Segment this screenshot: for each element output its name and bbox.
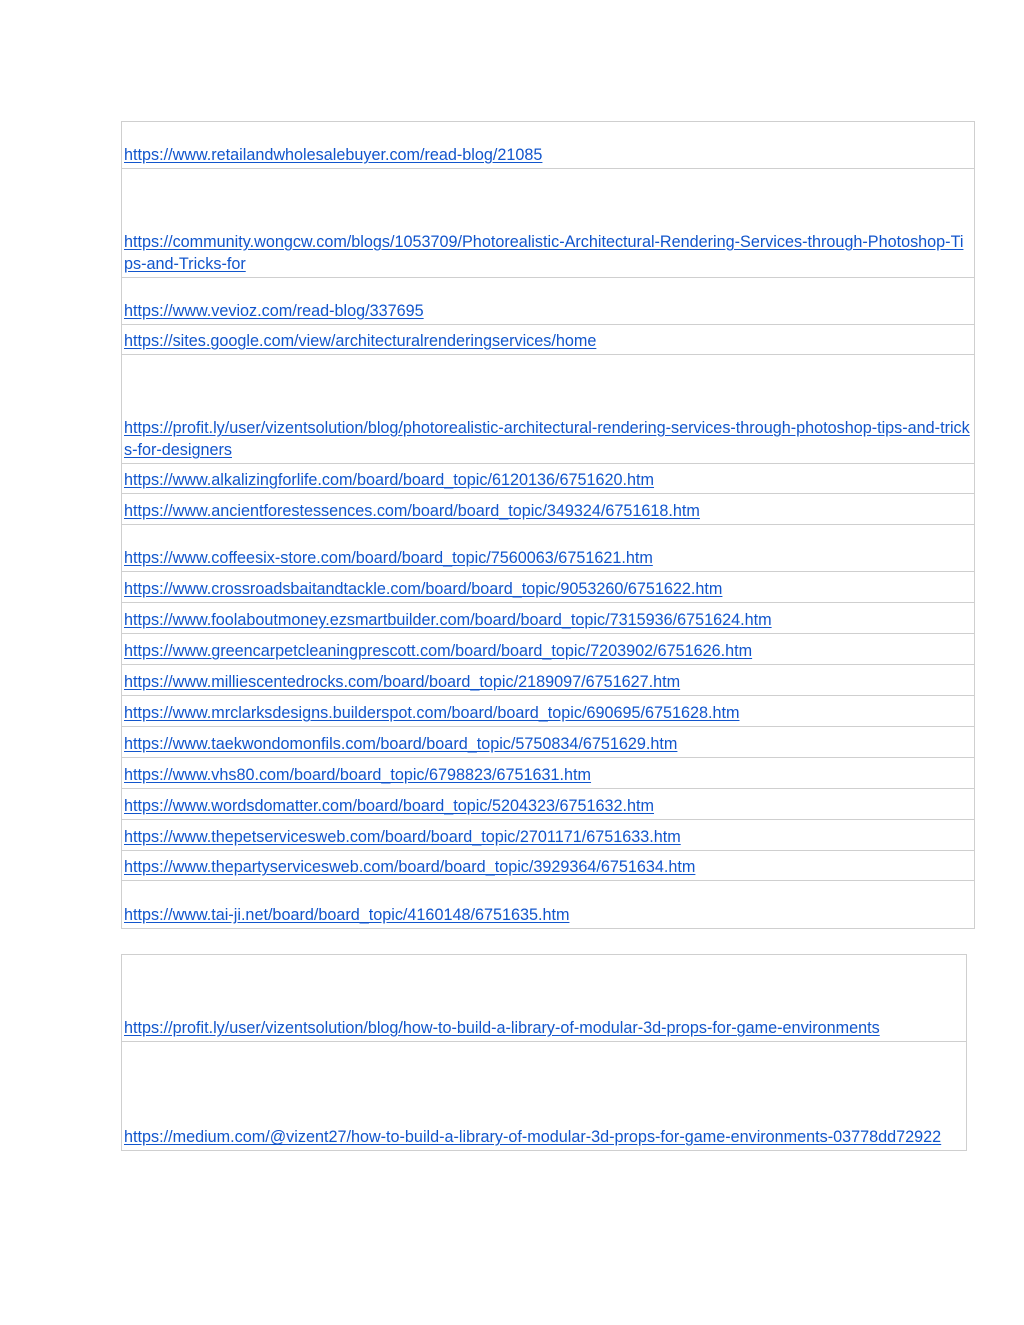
table-row bbox=[122, 955, 967, 1042]
table-cell bbox=[122, 665, 975, 696]
url-link[interactable]: https://profit.ly/user/vizentsolution/blog/how-to-build-a-library-of-modular-3d-props-for-game-environments bbox=[124, 1019, 880, 1037]
table-cell bbox=[122, 122, 975, 169]
table-cell bbox=[122, 525, 975, 572]
table-row bbox=[122, 603, 975, 634]
table-row bbox=[122, 572, 975, 603]
table-row bbox=[122, 122, 975, 169]
table-row bbox=[122, 665, 975, 696]
table-cell bbox=[122, 169, 975, 278]
url-link[interactable]: https://www.mrclarksdesigns.builderspot.com/board/board_topic/690695/6751628.htm bbox=[124, 704, 740, 722]
table-row bbox=[122, 355, 975, 464]
url-link[interactable]: https://www.foolaboutmoney.ezsmartbuilder.com/board/board_topic/7315936/6751624.htm bbox=[124, 611, 772, 629]
url-link[interactable]: https://www.tai-ji.net/board/board_topic/4160148/6751635.htm bbox=[124, 906, 570, 924]
table-cell bbox=[122, 603, 975, 634]
url-link[interactable]: https://www.thepartyservicesweb.com/board/board_topic/3929364/6751634.htm bbox=[124, 858, 696, 876]
table-cell bbox=[122, 789, 975, 820]
table-cell bbox=[122, 464, 975, 494]
table-row bbox=[122, 851, 975, 881]
table-cell bbox=[122, 634, 975, 665]
url-link[interactable]: https://www.retailandwholesalebuyer.com/read-blog/21085 bbox=[124, 146, 543, 164]
table-cell bbox=[122, 696, 975, 727]
url-link[interactable]: https://www.milliescentedrocks.com/board/board_topic/2189097/6751627.htm bbox=[124, 673, 681, 691]
table-cell bbox=[122, 278, 975, 325]
table-row bbox=[122, 696, 975, 727]
url-link[interactable]: https://community.wongcw.com/blogs/1053709/Photorealistic-Architectural-Rendering-Services-through-Photoshop-Tips-and-Tricks-for bbox=[124, 233, 964, 273]
url-link[interactable]: https://www.coffeesix-store.com/board/board_topic/7560063/6751621.htm bbox=[124, 549, 653, 567]
table-row bbox=[122, 1042, 967, 1151]
url-link[interactable]: https://profit.ly/user/vizentsolution/blog/photorealistic-architectural-rendering-services-through-photoshop-tips-and-tricks-for-designers bbox=[124, 419, 970, 459]
link-table-1 bbox=[121, 121, 975, 929]
url-link[interactable]: https://www.wordsdomatter.com/board/board_topic/5204323/6751632.htm bbox=[124, 797, 655, 815]
url-link[interactable]: https://www.alkalizingforlife.com/board/board_topic/6120136/6751620.htm bbox=[124, 471, 655, 489]
table-cell bbox=[122, 1042, 967, 1151]
table-row bbox=[122, 464, 975, 494]
table-cell bbox=[122, 325, 975, 355]
url-link[interactable]: https://sites.google.com/view/architecturalrenderingservices/home bbox=[124, 332, 597, 350]
table-cell bbox=[122, 881, 975, 929]
table-cell bbox=[122, 494, 975, 525]
table-row bbox=[122, 525, 975, 572]
table-cell bbox=[122, 572, 975, 603]
table-cell bbox=[122, 727, 975, 758]
table-row bbox=[122, 278, 975, 325]
table-row bbox=[122, 634, 975, 665]
url-link[interactable]: https://www.vhs80.com/board/board_topic/6798823/6751631.htm bbox=[124, 766, 592, 784]
url-link[interactable]: https://www.taekwondomonfils.com/board/board_topic/5750834/6751629.htm bbox=[124, 735, 678, 753]
table-row bbox=[122, 789, 975, 820]
url-link[interactable]: https://www.vevioz.com/read-blog/337695 bbox=[124, 302, 424, 320]
url-link[interactable]: https://www.greencarpetcleaningprescott.com/board/board_topic/7203902/6751626.htm bbox=[124, 642, 753, 660]
table-row bbox=[122, 169, 975, 278]
link-table-2 bbox=[121, 954, 967, 1151]
table-cell bbox=[122, 758, 975, 789]
table-row bbox=[122, 494, 975, 525]
table-row bbox=[122, 881, 975, 929]
table-cell bbox=[122, 851, 975, 881]
table-row bbox=[122, 820, 975, 851]
table-row bbox=[122, 727, 975, 758]
url-link[interactable]: https://www.thepetservicesweb.com/board/board_topic/2701171/6751633.htm bbox=[124, 828, 681, 846]
url-link[interactable]: https://www.crossroadsbaitandtackle.com/board/board_topic/9053260/6751622.htm bbox=[124, 580, 723, 598]
url-link[interactable]: https://medium.com/@vizent27/how-to-build-a-library-of-modular-3d-props-for-game-environments-03778dd72922 bbox=[124, 1128, 942, 1146]
url-link[interactable]: https://www.ancientforestessences.com/board/board_topic/349324/6751618.htm bbox=[124, 502, 700, 520]
table-row bbox=[122, 758, 975, 789]
table-cell bbox=[122, 955, 967, 1042]
table-row bbox=[122, 325, 975, 355]
table-cell bbox=[122, 820, 975, 851]
table-cell bbox=[122, 355, 975, 464]
